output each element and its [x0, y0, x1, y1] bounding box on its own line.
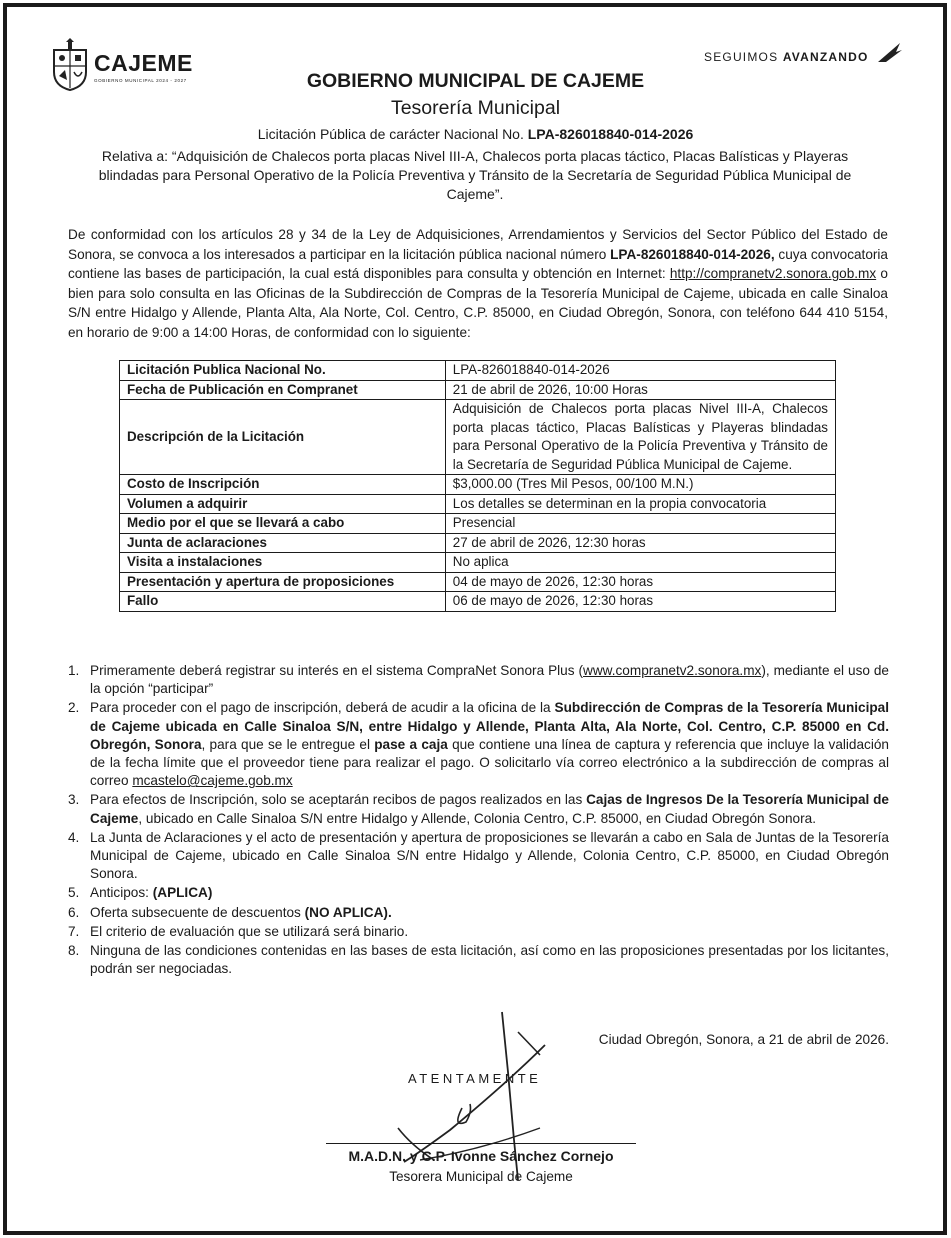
table-row: [120, 361, 836, 381]
row-label: Licitación Publica Nacional No.: [120, 361, 446, 381]
tender-info-table: [119, 360, 836, 612]
list-item: [68, 791, 889, 827]
list-item: [68, 829, 889, 884]
tender-line: [0, 126, 951, 142]
row-value: 21 de abril de 2026, 10:00 Horas: [445, 380, 835, 400]
item-text: , para que se le entregue el: [201, 736, 375, 752]
item-number: 5.: [68, 885, 80, 901]
arrow-mark-icon: [876, 40, 904, 64]
page-subtitle: Tesorería Municipal: [390, 97, 561, 119]
row-value: $3,000.00 (Tres Mil Pesos, 00/100 M.N.): [445, 475, 835, 495]
item-text: Anticipos:: [90, 885, 153, 901]
table-row: [120, 475, 836, 495]
item-number: 3.: [68, 792, 80, 808]
intro-part1: De conformidad con los artículos 28 y 34 de la Ley de Adquisiciones, Arrendamientos y Servicios del Sector Público del Estado de Sonora, se convoca a los interesados a participar en la licitación pública nacional número: [68, 227, 888, 262]
list-item: [68, 662, 889, 698]
row-label: Presentación y apertura de proposiciones: [120, 572, 446, 592]
item-text: Primeramente deberá registrar su interés en el sistema CompraNet Sonora Plus (: [90, 663, 584, 678]
intro-number: LPA-826018840-014-2026,: [610, 246, 775, 262]
atentamente-label: ATENTAMENTE: [408, 1071, 542, 1086]
item-number: 8.: [68, 943, 80, 959]
item-number: 4.: [68, 829, 80, 845]
slogan: [704, 50, 869, 64]
row-value: 04 de mayo de 2026, 12:30 horas: [445, 572, 835, 592]
row-label: Medio por el que se llevará a cabo: [120, 514, 446, 534]
list-item: [68, 699, 889, 790]
item-number: 6.: [68, 904, 80, 920]
row-label: Visita a instalaciones: [120, 553, 446, 573]
row-value: 06 de mayo de 2026, 12:30 horas: [445, 592, 835, 612]
compranet-plus-link[interactable]: www.compranetv2.sonora.mx: [583, 663, 762, 678]
row-label: Junta de aclaraciones: [120, 533, 446, 553]
item-text: que contiene una línea de captura y referencia que incluye la validación de la fecha límite que el proveedor tiene para realizar el pago. O solicitarlo vía correo electrónico a la subdirección de compras al correo: [90, 736, 889, 789]
item-bold-text: (APLICA): [152, 885, 213, 901]
signer-title: Tesorera Municipal de Cajeme: [389, 1169, 573, 1184]
item-number: 1.: [68, 663, 80, 678]
logo-subtitle: GOBIERNO MUNICIPAL 2024 - 2027: [94, 78, 187, 83]
tender-prefix: Licitación Pública de carácter Nacional No.: [257, 126, 528, 142]
intro-part2: cuya convocatoria contiene las bases de participación, la cual está disponibles para consulta y obtención en Internet:: [68, 246, 888, 282]
item-bold-text: Subdirección de Compras de la Tesorería Municipal de Cajeme ubicada en Calle Sinaloa S/N, entre Hidalgo y Allende, Planta Alta, Ala Norte, Col. Centro, C.P. 85000 en Cd. Obregón, Sonora: [90, 700, 890, 752]
list-item: [68, 942, 889, 978]
page-title: GOBIERNO MUNICIPAL DE CAJEME: [306, 70, 645, 92]
table-row: [120, 592, 836, 612]
row-value: Los detalles se determinan en la propia convocatoria: [445, 494, 835, 514]
row-label: Fecha de Publicación en Compranet: [120, 380, 446, 400]
table-row: [120, 380, 836, 400]
slogan-part1: SEGUIMOS: [704, 50, 783, 64]
row-value: LPA-826018840-014-2026: [445, 361, 835, 381]
item-text: , ubicado en Calle Sinaloa S/N entre Hidalgo y Allende, Colonia Centro, C.P. 85000, en Ciudad Obregón Sonora.: [138, 810, 816, 826]
table-row: [120, 572, 836, 592]
table-row: [120, 400, 836, 475]
item-bold-text: Cajas de Ingresos De la Tesorería Municipal de Cajeme: [90, 792, 889, 826]
item-text: El criterio de evaluación que se utilizará será binario.: [90, 923, 409, 939]
signature-line: [326, 1143, 636, 1144]
item-text: Para efectos de Inscripción, solo se aceptarán recibos de pagos realizados en las: [90, 792, 587, 808]
item-number: 7.: [68, 923, 80, 939]
row-label: Costo de Inscripción: [120, 475, 446, 495]
table-row: [120, 533, 836, 553]
item-text: ), mediante el uso de la opción “participar”: [90, 663, 889, 697]
table-row: [120, 553, 836, 573]
conditions-list: [68, 662, 889, 979]
list-item: [68, 904, 889, 922]
item-text: La Junta de Aclaraciones y el acto de presentación y apertura de proposiciones se llevarán a cabo en Sala de Juntas de la Tesorería Municipal de Cajeme, ubicado en Calle Sinaloa S/N entre Hidalgo y Allende, Colonia Centro, C.P. 85000, en Ciudad Obregón Sonora.: [90, 829, 889, 882]
email-link[interactable]: mcastelo@cajeme.gob.mx: [132, 773, 293, 789]
item-bold-text: (NO APLICA).: [304, 904, 392, 920]
slogan-part2: AVANZANDO: [782, 50, 869, 64]
list-item: [68, 923, 889, 941]
city-date: Ciudad Obregón, Sonora, a 21 de abril de 2026.: [598, 1032, 889, 1047]
item-bold-text: pase a caja: [374, 736, 448, 752]
table-row: [120, 514, 836, 534]
table-row: [120, 494, 836, 514]
list-item: [68, 884, 889, 902]
row-value: No aplica: [445, 553, 835, 573]
logo-name: CAJEME: [94, 50, 193, 76]
signer-name: M.A.D.N. y C.P. Ivonne Sánchez Cornejo: [348, 1148, 614, 1164]
row-value: 27 de abril de 2026, 12:30 horas: [445, 533, 835, 553]
row-label: Volumen a adquirir: [120, 494, 446, 514]
row-value: Adquisición de Chalecos porta placas Nivel III-A, Chalecos porta placas táctico, Placas Balísticas y Playeras blindadas para Personal Operativo de la Policía Preventiva y Tránsito de la Secretaría de Seguridad Pública Municipal de Cajeme.: [445, 400, 835, 475]
item-text: Ninguna de las condiciones contenidas en las bases de esta licitación, así como en las proposiciones presentadas por los licitantes, podrán ser negociadas.: [90, 943, 889, 977]
relative-text: Relativa a: “Adquisición de Chalecos porta placas Nivel III-A, Chalecos porta placas táctico, Placas Balísticas y Playeras blindadas para Personal Operativo de la Policía Preventiva y Tránsito de la Secretaría de Seguridad Pública Municipal de Cajeme”.: [98, 148, 852, 202]
intro-paragraph: [68, 225, 888, 343]
item-text: Oferta subsecuente de descuentos: [90, 904, 305, 920]
row-label: Fallo: [120, 592, 446, 612]
item-text: Para proceder con el pago de inscripción, deberá de acudir a la oficina de la: [90, 700, 555, 716]
compranet-link[interactable]: http://compranetv2.sonora.gob.mx: [669, 266, 877, 282]
row-label: Descripción de la Licitación: [120, 400, 446, 475]
tender-number: LPA-826018840-014-2026: [527, 126, 694, 142]
item-number: 2.: [68, 700, 80, 716]
row-value: Presencial: [445, 514, 835, 534]
intro-part3: o bien para solo consulta en las Oficinas de la Subdirección de Compras de la Tesorería Municipal de Cajeme, ubicada en calle Sinaloa S/N entre Hidalgo y Allende, Planta Alta, Ala Norte, Col. Centro, C.P. 85000, en Ciudad Obregón, Sonora, con teléfono 644 410 5154, en horario de 9:00 a 14:00 Horas, de conformidad con lo siguiente:: [68, 266, 888, 340]
